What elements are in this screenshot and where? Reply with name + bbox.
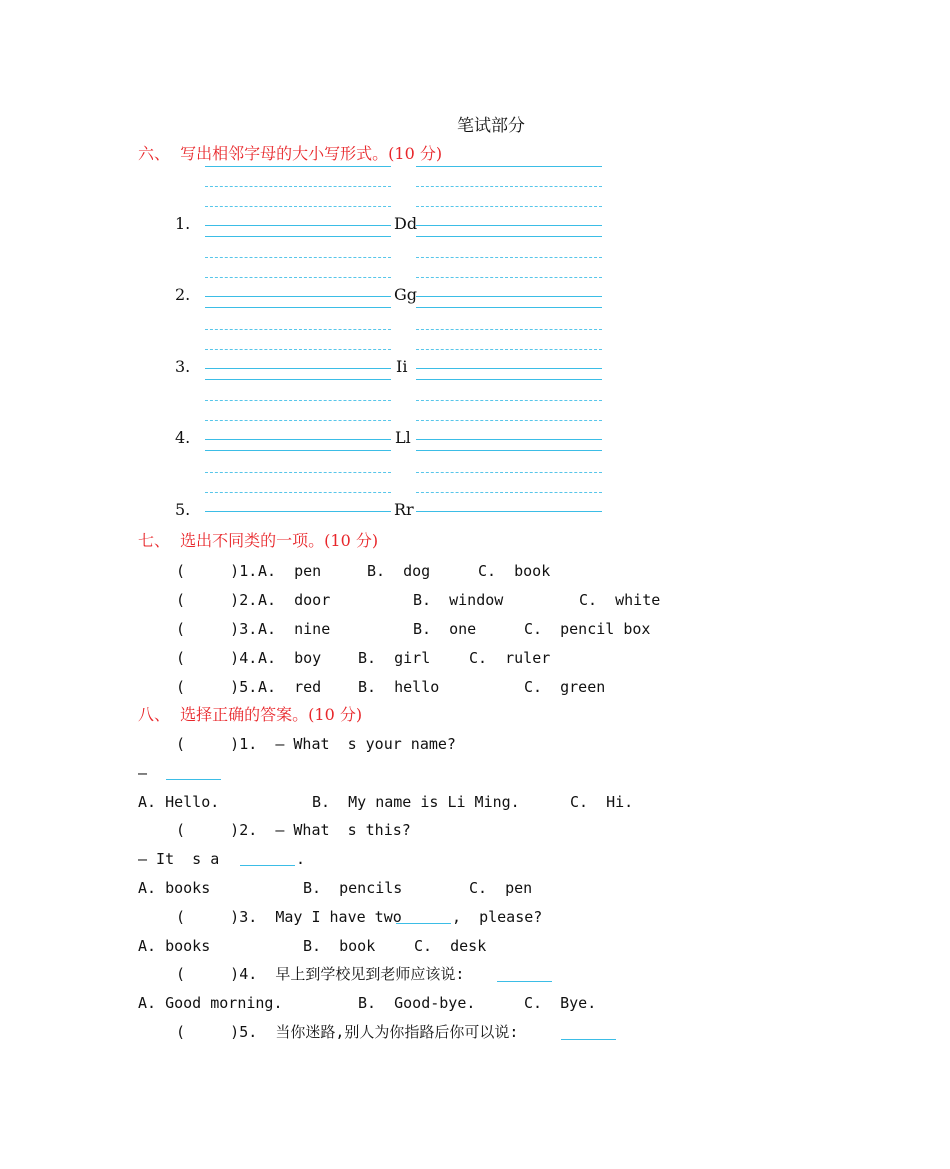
guide-line-dashed xyxy=(205,349,391,350)
s8-q4-c[interactable]: C. Bye. xyxy=(524,994,597,1012)
guide-line-baseline xyxy=(205,225,391,226)
s8-q4-stem: ( )4. 早上到学校见到老师应该说: xyxy=(176,965,465,983)
s7-q2-b[interactable]: B. window xyxy=(413,591,504,609)
guide-line-baseline xyxy=(205,368,391,369)
guide-line-bottom xyxy=(416,379,602,380)
guide-line-dashed xyxy=(205,257,391,258)
letter-ii: Ii xyxy=(396,357,408,376)
s8-q4-a[interactable]: A. Good morning. xyxy=(138,994,283,1012)
guide-line-dashed xyxy=(205,420,391,421)
page-title: 笔试部分 xyxy=(457,116,525,136)
guide-line-bottom xyxy=(205,307,391,308)
item-number-1: 1. xyxy=(175,214,191,233)
guide-line-bottom xyxy=(416,307,602,308)
guide-line-bottom xyxy=(416,450,602,451)
s8-q3-c[interactable]: C. desk xyxy=(414,937,487,955)
letter-dd: Dd xyxy=(394,214,418,233)
s8-q2-c[interactable]: C. pen xyxy=(469,879,533,897)
s7-q4-c[interactable]: C. ruler xyxy=(469,649,551,667)
letter-ll: Ll xyxy=(395,428,411,447)
s7-q3-prefix: ( )3. xyxy=(176,620,258,638)
guide-line-dashed xyxy=(416,257,602,258)
s7-q5-prefix: ( )5. xyxy=(176,678,258,696)
s8-q3-answer-blank[interactable] xyxy=(396,923,451,924)
guide-line-baseline xyxy=(416,225,602,226)
guide-line-baseline xyxy=(416,439,602,440)
guide-line-baseline xyxy=(205,439,391,440)
section8-heading: 八、 选择正确的答案。(10 分) xyxy=(138,705,363,724)
item-number-4: 4. xyxy=(175,428,191,447)
s8-q2-a[interactable]: A. books xyxy=(138,879,211,897)
section6-heading: 六、 写出相邻字母的大小写形式。(10 分) xyxy=(138,144,443,163)
s8-q5-answer-blank[interactable] xyxy=(561,1039,616,1040)
item-number-3: 3. xyxy=(175,357,191,376)
s8-q3-stem-end: , please? xyxy=(452,908,543,926)
guide-line-top xyxy=(416,166,602,167)
guide-line-dashed xyxy=(416,420,602,421)
guide-line-dashed xyxy=(205,186,391,187)
s8-q3-a[interactable]: A. books xyxy=(138,937,211,955)
letter-rr: Rr xyxy=(394,500,414,519)
s7-q4-a[interactable]: A. boy xyxy=(258,649,322,667)
guide-line-bottom xyxy=(205,450,391,451)
guide-line-dashed xyxy=(416,400,602,401)
s7-q3-b[interactable]: B. one xyxy=(413,620,477,638)
letter-gg: Gg xyxy=(394,285,418,304)
s7-q3-c[interactable]: C. pencil box xyxy=(524,620,651,638)
s7-q2-prefix: ( )2. xyxy=(176,591,258,609)
s7-q5-b[interactable]: B. hello xyxy=(358,678,440,696)
guide-line-dashed xyxy=(416,277,602,278)
s7-q5-a[interactable]: A. red xyxy=(258,678,322,696)
s7-q4-prefix: ( )4. xyxy=(176,649,258,667)
guide-line-dashed xyxy=(205,492,391,493)
guide-line-baseline xyxy=(205,511,391,512)
s7-q1-b[interactable]: B. dog xyxy=(367,562,431,580)
guide-line-dashed xyxy=(416,349,602,350)
s8-q5-stem: ( )5. 当你迷路,别人为你指路后你可以说: xyxy=(176,1023,519,1041)
guide-line-dashed xyxy=(416,492,602,493)
s8-q1-a[interactable]: A. Hello. xyxy=(138,793,220,811)
s8-q2-answer-blank[interactable] xyxy=(240,865,295,866)
guide-line-dashed xyxy=(416,329,602,330)
guide-line-dashed xyxy=(205,472,391,473)
s7-q1-prefix: ( )1. xyxy=(176,562,258,580)
s8-q3-stem: ( )3. May I have two xyxy=(176,908,402,926)
s7-q1-c[interactable]: C. book xyxy=(478,562,551,580)
guide-line-baseline xyxy=(205,296,391,297)
s7-q5-c[interactable]: C. green xyxy=(524,678,606,696)
guide-line-dashed xyxy=(205,400,391,401)
s8-q1-b[interactable]: B. My name is Li Ming. xyxy=(312,793,520,811)
s8-q2-stem: ( )2. — What s this? xyxy=(176,821,411,839)
guide-line-dashed xyxy=(205,329,391,330)
s8-q1-stem: ( )1. — What s your name? xyxy=(176,735,456,753)
guide-line-dashed xyxy=(416,472,602,473)
s7-q4-b[interactable]: B. girl xyxy=(358,649,431,667)
guide-line-baseline xyxy=(416,511,602,512)
s8-q2-reply: — It s a xyxy=(138,850,220,868)
guide-line-baseline xyxy=(416,368,602,369)
s8-q2-b[interactable]: B. pencils xyxy=(303,879,403,897)
item-number-2: 2. xyxy=(175,285,191,304)
s7-q3-a[interactable]: A. nine xyxy=(258,620,331,638)
guide-line-bottom xyxy=(416,236,602,237)
section7-heading: 七、 选出不同类的一项。(10 分) xyxy=(138,531,379,550)
s8-q4-answer-blank[interactable] xyxy=(497,981,552,982)
s8-q3-b[interactable]: B. book xyxy=(303,937,376,955)
guide-line-baseline xyxy=(416,296,602,297)
guide-line-bottom xyxy=(205,379,391,380)
guide-line-dashed xyxy=(205,277,391,278)
s7-q2-c[interactable]: C. white xyxy=(579,591,661,609)
s8-q1-reply: — xyxy=(138,764,148,782)
s8-q1-c[interactable]: C. Hi. xyxy=(570,793,634,811)
s8-q1-answer-blank[interactable] xyxy=(166,779,221,780)
guide-line-bottom xyxy=(205,236,391,237)
s7-q2-a[interactable]: A. door xyxy=(258,591,331,609)
s8-q2-reply-end: . xyxy=(296,850,306,868)
guide-line-top xyxy=(205,166,391,167)
guide-line-dashed xyxy=(416,206,602,207)
s8-q4-b[interactable]: B. Good-bye. xyxy=(358,994,476,1012)
item-number-5: 5. xyxy=(175,500,191,519)
guide-line-dashed xyxy=(205,206,391,207)
s7-q1-a[interactable]: A. pen xyxy=(258,562,322,580)
guide-line-dashed xyxy=(416,186,602,187)
